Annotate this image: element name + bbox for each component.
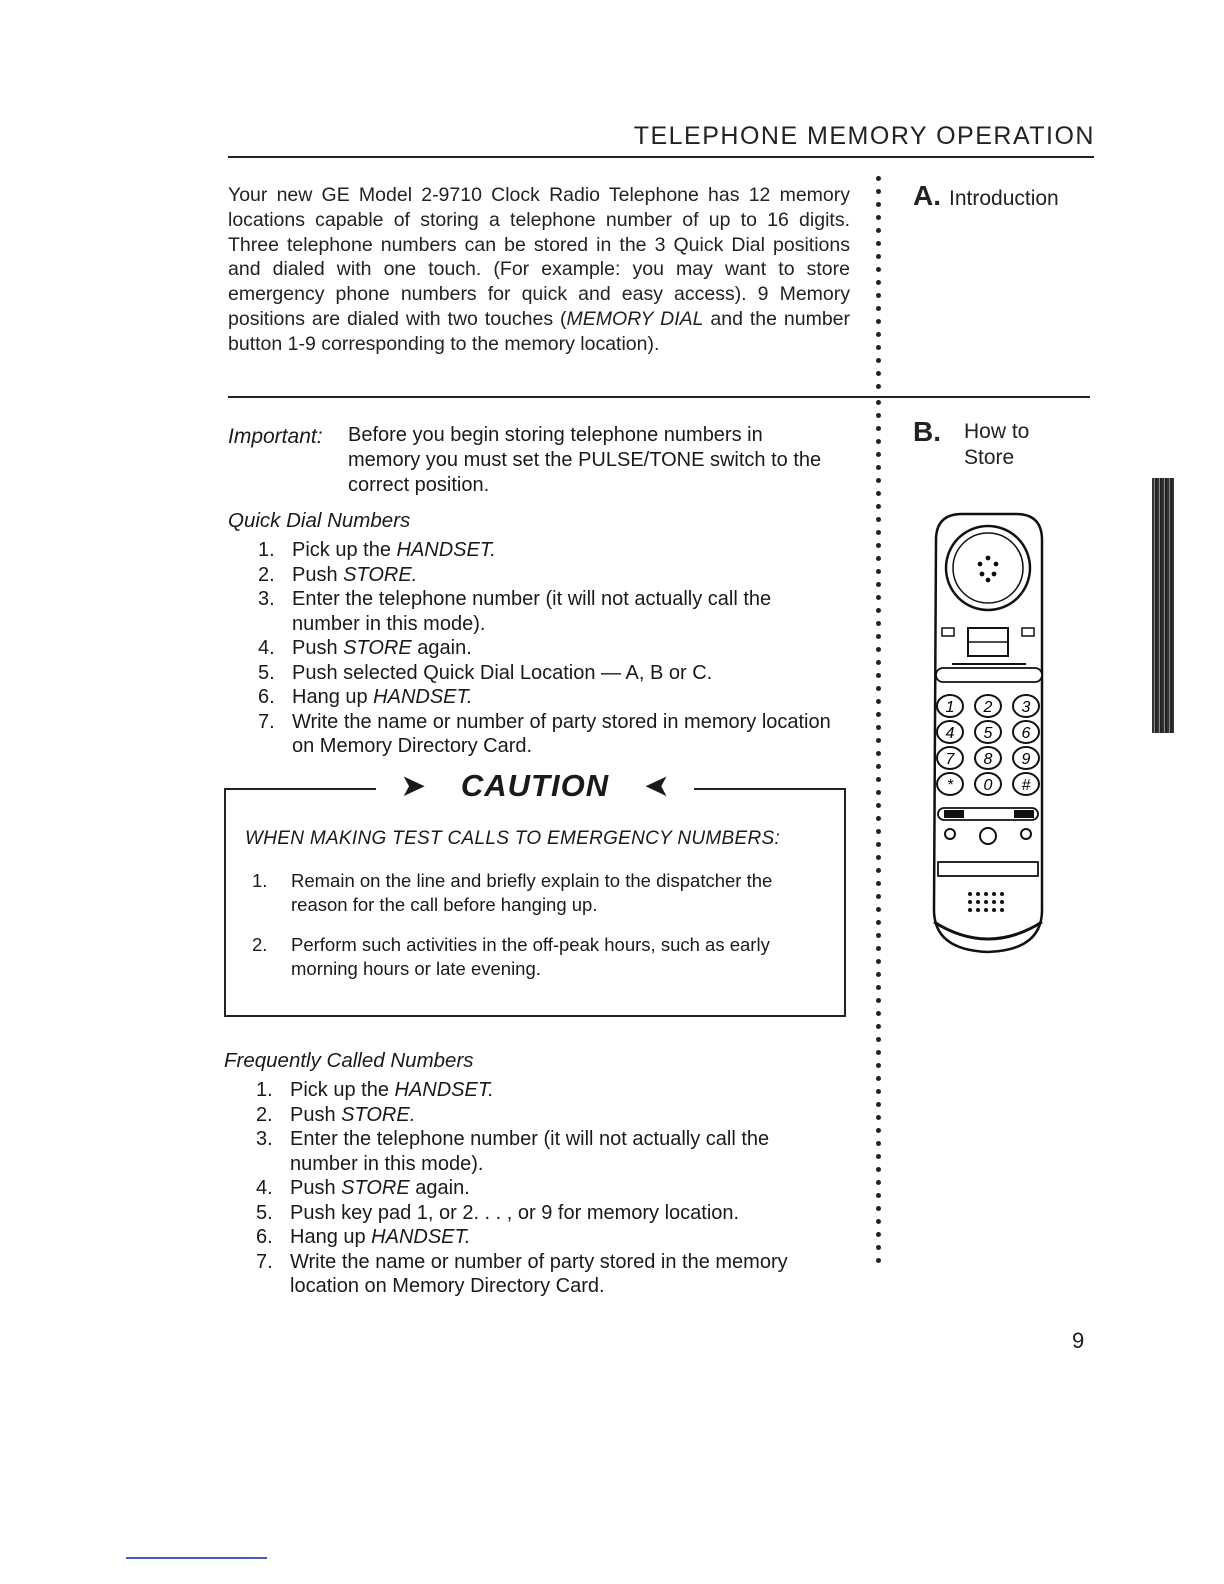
phone-key-label: 9 [1021, 751, 1031, 768]
separator-dot [876, 855, 881, 860]
separator-dot [876, 345, 881, 350]
separator-dot [876, 254, 881, 259]
separator-dot [876, 1076, 881, 1081]
separator-dot [876, 881, 881, 886]
quick_dial-step-text [292, 685, 842, 710]
separator-dot [876, 1011, 881, 1016]
quick_dial-step-text-main: Push [292, 637, 344, 659]
separator-dot [876, 1219, 881, 1224]
quick_dial-step-text [292, 538, 842, 563]
header-rule [228, 156, 1094, 158]
separator-dot [876, 371, 881, 376]
section-b-letter: B. [913, 416, 941, 447]
intro-text-2: and the number button 1-9 corresponding to the memory location). [228, 307, 851, 355]
frequent-step-number: 6. [256, 1226, 273, 1248]
separator-dot [876, 1258, 881, 1263]
section-b-heading [913, 416, 1030, 471]
quick_dial-step [252, 636, 842, 661]
phone-key-label: # [1021, 777, 1031, 794]
quick_dial-step [252, 685, 842, 710]
separator-dot [876, 959, 881, 964]
separator-dot [876, 1102, 881, 1107]
separator-dot [876, 1154, 881, 1159]
quick-dial-steps [252, 538, 842, 759]
page-edge-tab [1152, 478, 1174, 733]
quick_dial-step-number: 4. [258, 637, 275, 659]
separator-dot [876, 595, 881, 600]
separator-dot [876, 189, 881, 194]
frequent-step-text-main: Push key pad 1, or 2. . . , or 9 for memory location. [290, 1201, 740, 1224]
separator-dot [876, 202, 881, 207]
frequent-step-text-emphasis: HANDSET. [394, 1079, 494, 1101]
arrow-left-icon: ➤ [631, 768, 682, 804]
separator-dot [876, 517, 881, 522]
separator-dot [876, 491, 881, 496]
separator-dot [876, 1193, 881, 1198]
phone-key-label: 0 [983, 777, 993, 794]
caution-item-text: Perform such activities in the off-peak hours, such as early morning hours or late evening. [291, 934, 770, 979]
phone-key-label: 3 [1021, 699, 1031, 716]
separator-dot [876, 712, 881, 717]
frequent-step [250, 1250, 840, 1299]
page-header-title: TELEPHONE MEMORY OPERATION [633, 122, 1095, 150]
separator-dot [876, 267, 881, 272]
separator-dot [876, 556, 881, 561]
separator-dot [876, 241, 881, 246]
quick_dial-step-text-main: Pick up the [292, 539, 397, 561]
frequent-step-number: 2. [256, 1103, 273, 1126]
frequent-step-text-emphasis: STORE. [341, 1103, 416, 1126]
separator-dot [876, 920, 881, 925]
separator-dot [876, 1115, 881, 1120]
separator-dot [876, 647, 881, 652]
frequent-step-text-main: Write the name or number of party stored in the memory location on Memory Directory Card. [290, 1250, 788, 1297]
separator-dot [876, 543, 881, 548]
separator-dot [876, 319, 881, 324]
separator-dot [876, 608, 881, 613]
frequent-step [250, 1225, 840, 1250]
handset-illustration [922, 510, 1054, 960]
quick-dial-heading: Quick Dial Numbers [228, 509, 411, 532]
separator-dot [876, 228, 881, 233]
quick_dial-step-number: 6. [258, 686, 275, 708]
separator-dot [876, 738, 881, 743]
separator-dot [876, 1024, 881, 1029]
quick_dial-step-text-after: again. [411, 637, 472, 659]
separator-dot [876, 413, 881, 418]
separator-dot [876, 1206, 881, 1211]
quick_dial-step-text-emphasis: STORE. [343, 563, 418, 586]
separator-dot [876, 1050, 881, 1055]
frequent-step-text [290, 1201, 840, 1226]
frequent-step-number: 5. [256, 1201, 273, 1224]
caution-item-text: Remain on the line and briefly explain to the dispatcher the reason for the call before hanging up. [291, 870, 773, 915]
separator-dot [876, 465, 881, 470]
frequent-step-text [290, 1078, 840, 1103]
frequent-step-text-main: Push [290, 1103, 342, 1126]
quick_dial-step-number: 2. [258, 563, 275, 586]
frequent-step-text [290, 1250, 840, 1299]
quick_dial-step-number: 5. [258, 661, 275, 684]
separator-dot [876, 1089, 881, 1094]
quick_dial-step-text [292, 710, 842, 759]
separator-dot [876, 569, 881, 574]
separator-dot [876, 504, 881, 509]
quick_dial-step [252, 661, 842, 686]
section-a-heading [913, 180, 1059, 212]
separator-dot [876, 998, 881, 1003]
quick_dial-step-text-main: Push [292, 563, 344, 586]
frequent-heading: Frequently Called Numbers [224, 1049, 474, 1072]
section-a-letter: A. [913, 180, 941, 211]
quick_dial-step-text-emphasis: HANDSET. [396, 539, 496, 561]
section-b-title-1: How to [964, 420, 1030, 443]
separator-dot [876, 868, 881, 873]
quick_dial-step-number: 7. [258, 710, 275, 733]
separator-dot [876, 1037, 881, 1042]
quick_dial-step-number: 1. [258, 539, 275, 561]
quick_dial-step-text-main: Enter the telephone number (it will not actually call the number in this mode). [292, 588, 772, 635]
caution-subtitle: WHEN MAKING TEST CALLS TO EMERGENCY NUMBERS: [245, 828, 781, 849]
separator-dot [876, 660, 881, 665]
separator-dot [876, 426, 881, 431]
quick_dial-step-text-main: Push selected Quick Dial Location — A, B or C. [292, 661, 713, 684]
caution-item-number: 2. [252, 934, 268, 955]
frequent-step [250, 1176, 840, 1201]
frequent-step [250, 1078, 840, 1103]
separator-dot [876, 1141, 881, 1146]
frequent-step-text [290, 1103, 840, 1128]
separator-dot [876, 816, 881, 821]
frequent-step-text-emphasis: HANDSET. [371, 1226, 471, 1248]
important-text: Before you begin storing telephone numbers in memory you must set the PULSE/TONE switch to the correct position. [348, 424, 822, 496]
separator-dot [876, 293, 881, 298]
phone-key-label: 6 [1021, 725, 1031, 742]
separator-dot [876, 946, 881, 951]
separator-dot [876, 621, 881, 626]
section-b-title-2: Store [964, 446, 1015, 469]
separator-dot [876, 1063, 881, 1068]
quick_dial-step [252, 587, 842, 636]
handset-drawing [922, 510, 1054, 960]
quick_dial-step-text-emphasis: STORE [343, 637, 412, 659]
section-a-title: Introduction [949, 187, 1059, 210]
quick_dial-step-text [292, 661, 842, 686]
frequent-step-text-after: again. [409, 1177, 470, 1199]
intro-text-1: Your new GE Model 2-9710 Clock Radio Telephone has 12 memory locations capable of storing a telephone number of up to 16 digits. Three telephone numbers can be stored in the 3 Quick Dial positions and dialed with one touch. (For example: you may want to store emergency phone numbers for quick and easy access). 9 Memory positions are dialed with two touches ( [228, 184, 850, 330]
separator-dot [876, 842, 881, 847]
phone-key-label: 5 [983, 725, 993, 742]
separator-dot [876, 1167, 881, 1172]
separator-dot [876, 686, 881, 691]
quick_dial-step-text [292, 636, 842, 661]
separator-dot [876, 1232, 881, 1237]
section-rule [228, 396, 1090, 398]
caution-title [224, 768, 846, 804]
frequent-step [250, 1127, 840, 1176]
quick_dial-step-text-emphasis: HANDSET. [373, 686, 473, 708]
separator-dot [876, 972, 881, 977]
frequent-step-text-main: Enter the telephone number (it will not actually call the number in this mode). [290, 1128, 770, 1175]
frequent-step-number: 7. [256, 1250, 273, 1273]
page-number: 9 [1072, 1328, 1085, 1353]
separator-dot [876, 894, 881, 899]
frequent-step-text [290, 1127, 840, 1176]
frequent-step-number: 3. [256, 1128, 273, 1150]
separator-dot [876, 384, 881, 389]
separator-dot [876, 803, 881, 808]
important-label: Important: [228, 425, 323, 448]
frequent-step-text-main: Push [290, 1177, 342, 1199]
quick_dial-step-number: 3. [258, 588, 275, 610]
arrow-right-icon: ➤ [388, 768, 439, 803]
caution-item [252, 933, 822, 981]
caution-item [252, 869, 822, 917]
quick_dial-step [252, 563, 842, 588]
dot-column-top [871, 176, 885, 397]
quick_dial-step [252, 710, 842, 759]
frequent-step-text-main: Pick up the [290, 1079, 395, 1101]
separator-dot [876, 777, 881, 782]
separator-dot [876, 176, 881, 181]
phone-key-label: 7 [945, 751, 955, 768]
separator-dot [876, 751, 881, 756]
separator-dot [876, 452, 881, 457]
separator-dot [876, 699, 881, 704]
frequent-step-text [290, 1176, 840, 1201]
quick_dial-step [252, 538, 842, 563]
separator-dot [876, 478, 881, 483]
separator-dot [876, 1128, 881, 1133]
frequent-step-number: 4. [256, 1177, 273, 1199]
caution-item-number: 1. [252, 870, 268, 891]
separator-dot [876, 582, 881, 587]
separator-dot [876, 1245, 881, 1250]
separator-dot [876, 790, 881, 795]
separator-dot [876, 530, 881, 535]
frequent-step-text-main: Hang up [290, 1226, 372, 1248]
intro-paragraph [228, 183, 850, 357]
phone-key-label: 4 [945, 725, 955, 742]
caution-list [252, 869, 822, 997]
frequent-step-number: 1. [256, 1079, 273, 1101]
separator-dot [876, 829, 881, 834]
frequent-step-text [290, 1225, 840, 1250]
quick_dial-step-text [292, 563, 842, 588]
frequent-step [250, 1201, 840, 1226]
separator-dot [876, 358, 881, 363]
separator-dot [876, 1180, 881, 1185]
separator-dot [876, 985, 881, 990]
footer-line [126, 1557, 267, 1559]
separator-dot [876, 907, 881, 912]
separator-dot [876, 332, 881, 337]
phone-key-label: * [946, 777, 954, 794]
frequent-step-text-emphasis: STORE [341, 1177, 410, 1199]
intro-italic: MEMORY DIAL [566, 307, 704, 330]
separator-dot [876, 764, 881, 769]
phone-key-label: 2 [983, 699, 993, 716]
separator-dot [876, 439, 881, 444]
separator-dot [876, 673, 881, 678]
frequent-step [250, 1103, 840, 1128]
quick_dial-step-text-main: Write the name or number of party stored in memory location on Memory Directory Card. [292, 710, 831, 757]
quick_dial-step-text-main: Hang up [292, 686, 374, 708]
separator-dot [876, 725, 881, 730]
dot-column-main [871, 400, 885, 1271]
frequent-steps [250, 1078, 840, 1299]
separator-dot [876, 400, 881, 405]
separator-dot [876, 280, 881, 285]
phone-key-label: 8 [983, 751, 993, 768]
caution-title-text: CAUTION [449, 768, 621, 803]
separator-dot [876, 634, 881, 639]
phone-key-label: 1 [945, 699, 955, 716]
separator-dot [876, 306, 881, 311]
separator-dot [876, 215, 881, 220]
quick_dial-step-text [292, 587, 842, 636]
separator-dot [876, 933, 881, 938]
